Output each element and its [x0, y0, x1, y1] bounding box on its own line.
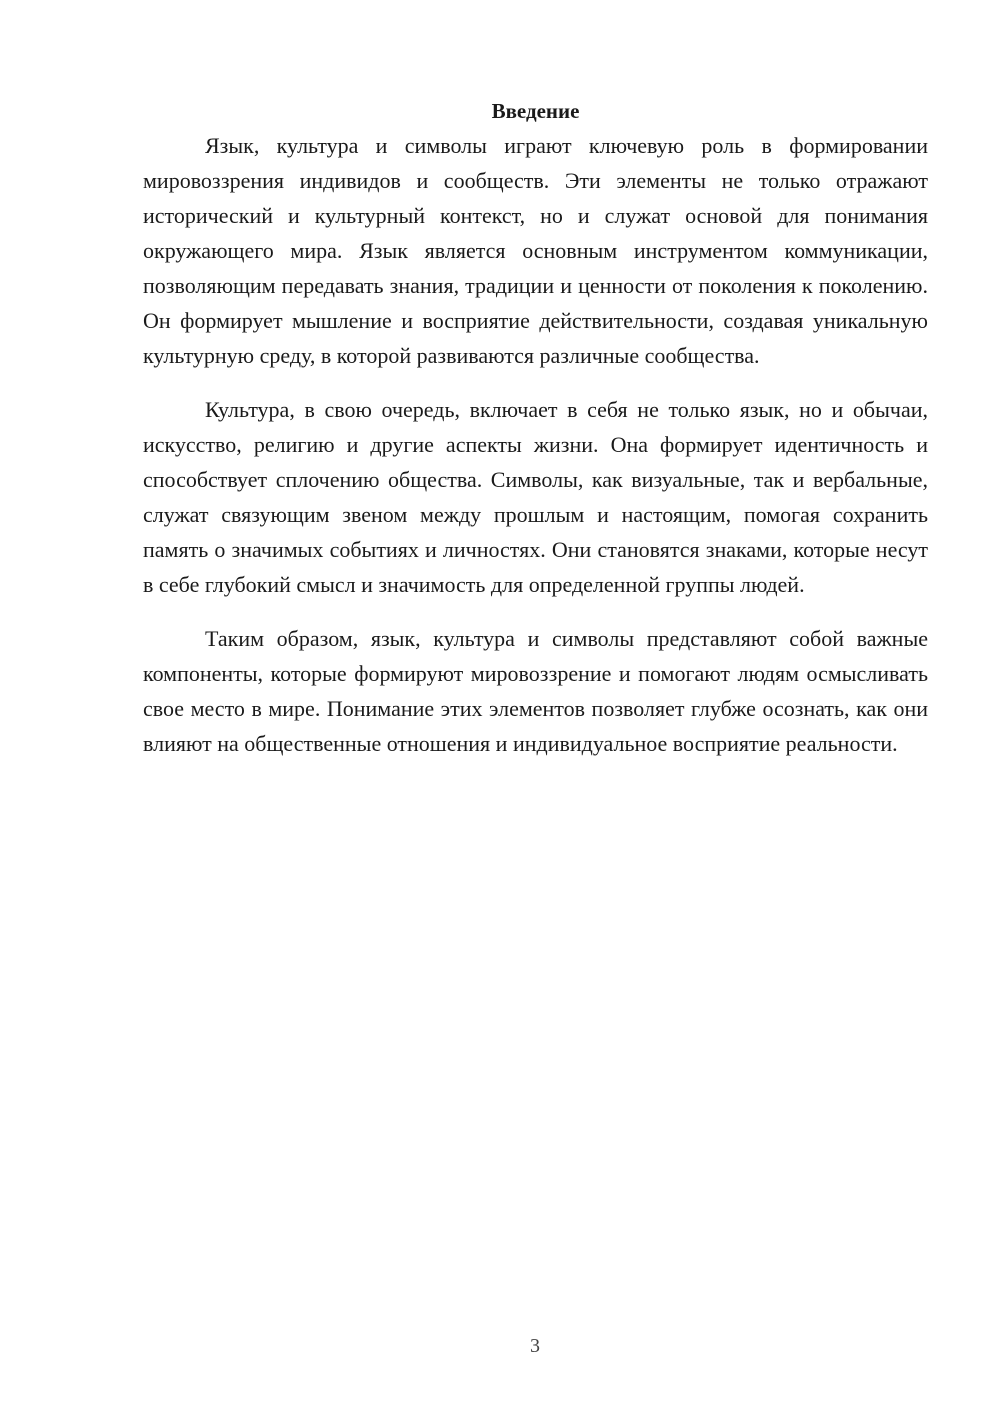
page-content: [143, 96, 928, 780]
paragraph-2: Культура, в свою очередь, включает в себя не только язык, но и обычаи, искусство, религию и другие аспекты жизни. Она формирует идентичность и способствует сплочению общества. Символы, как визуальные, так и вербальные, служат связующим звеном между прошлым и настоящим, помогая сохранить память о значимых событиях и личностях. Они становятся знаками, которые несут в себе глубокий смысл и значимость для определенной группы людей.: [143, 397, 928, 597]
page-number: 3: [530, 1335, 540, 1357]
paragraph-1: Язык, культура и символы играют ключевую роль в формировании мировоззрения индивидов и сообществ. Эти элементы не только отражают исторический и культурный контекст, но и служат основой для понимания окружающего мира. Язык является основным инструментом коммуникации, позволяющим передавать знания, традиции и ценности от поколения к поколению. Он формирует мышление и восприятие действительности, создавая уникальную культурную среду, в которой развиваются различные сообщества.: [143, 133, 928, 368]
section-heading: Введение: [491, 99, 580, 123]
paragraph-3: Таким образом, язык, культура и символы представляют собой важные компоненты, которые формируют мировоззрение и помогают людям осмысливать свое место в мире. Понимание этих элементов позволяет глубже осознать, как они влияют на общественные отношения и индивидуальное восприятие реальности.: [143, 626, 928, 756]
